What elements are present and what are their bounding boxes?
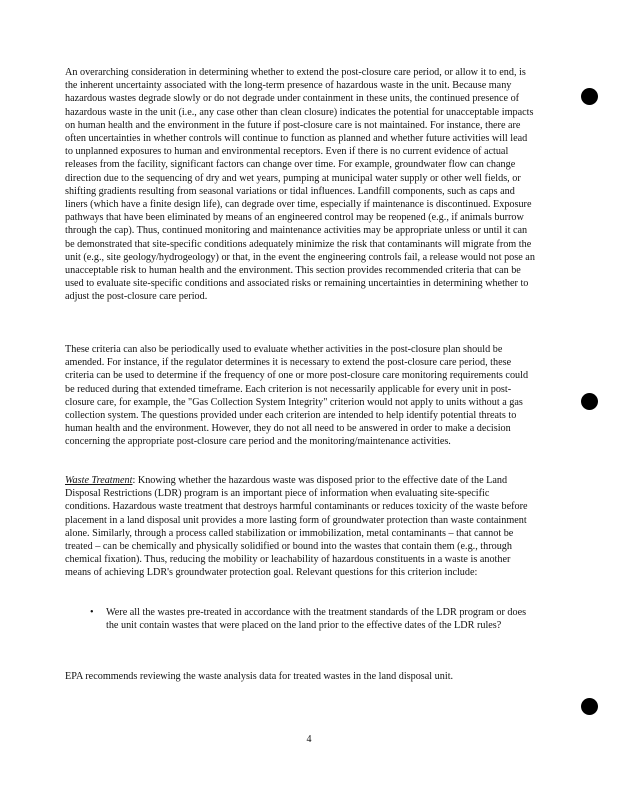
bullet-icon: • <box>90 607 94 618</box>
punch-hole-mark <box>581 698 598 715</box>
paragraph-uncertainty <box>65 66 535 304</box>
paragraph-waste-treatment <box>65 474 535 580</box>
paragraph-text: An overarching consideration in determining whether to extend the post-closure care period, or allow it to end, is the inherent uncertainty associated with the long-term presence of hazardous waste in the unit. Because many hazardous wastes degrade slowly or do not degrade under containment in these units, the continued presence of hazardous waste in the unit (i.e., any case other than clean closure) indicates the potential for unacceptable impacts on human health and the environment in the future if post-closure care is not maintained. For instance, there are often uncertainties in whether controls will continue to function as planned and whether future activities will lead to unplanned exposures to human and environmental receptors. Even if there is no current evidence of actual releases from the facility, significant factors can change over time. For example, groundwater flow can change direction due to the sequencing of dry and wet years, pumping at municipal water supply or other well fields, or shifting gradients resulting from seasonal variations or tidal influences. Landfill components, such as caps and liners (which have a finite design life), can degrade over time, especially if maintenance is discontinued. Exposure pathways that have been eliminated by means of an engineered control may be reopened (e.g., if animals burrow through the cap). Thus, continued monitoring and maintenance activities may be appropriate unless or until it can be demonstrated that site-specific conditions adequately minimize the risk that contaminants will migrate from the unit (e.g., site geology/hydrogeology) or that, in the event the engineering controls fail, a release would not pose an unacceptable risk to human health and the environment. This section provides recommended criteria that can be used to evaluate site-specific conditions and associated risks or remaining uncertainties in determining whether to adjust the post-closure care period. <box>65 67 535 303</box>
bullet-item: Were all the wastes pre-treated in accordance with the treatment standards of the LDR program or does the unit contain wastes that were placed on the land prior to the effective dates of the LDR rules? <box>106 607 527 632</box>
bullet-list <box>90 606 530 632</box>
waste-treatment-heading: Waste Treatment <box>65 475 133 486</box>
paragraph-text <box>65 474 535 580</box>
punch-hole-mark <box>581 393 598 410</box>
paragraph-recommendation <box>65 670 535 683</box>
waste-treatment-body: : Knowing whether the hazardous waste was disposed prior to the effective date of the Land Disposal Restrictions (LDR) program is an important piece of information when evaluating site-specific conditions. Hazardous waste treatment that destroys harmful contaminants or reduces toxicity of the waste before placement in a land disposal unit provides a more lasting form of groundwater protection than waste containment alone. Similarly, through a process called stabilization or immobilization, metal contaminants – that cannot be treated – can be chemically and physically solidified or bound into the wastes that contain them (e.g., through chemical fixation). Thus, reducing the mobility or leachability of hazardous constituents in a waste is another means of achieving LDR's groundwater protection goal. Relevant questions for this criterion include: <box>65 475 528 579</box>
punch-hole-mark <box>581 88 598 105</box>
paragraph-text: EPA recommends reviewing the waste analysis data for treated wastes in the land disposal unit. <box>65 671 454 682</box>
page-number: 4 <box>306 734 312 745</box>
paragraph-criteria-use <box>65 343 535 449</box>
paragraph-text: These criteria can also be periodically used to evaluate whether activities in the post-closure plan should be amended. For instance, if the regulator determines it is necessary to extend the post-closure care period, these criteria can be used to determine if the frequency of one or more post-closure care monitoring requirements could be reduced during that extended timeframe. Each criterion is not necessarily applicable for every unit in post-closure care, for example, the "Gas Collection System Integrity" criterion would not apply to units without a gas collection system. The questions provided under each criterion are intended to help identify potential threats to human health and the environment. However, they do not all need to be answered in order to make a decision concerning the appropriate post-closure care period and the monitoring/maintenance activities. <box>65 344 529 448</box>
